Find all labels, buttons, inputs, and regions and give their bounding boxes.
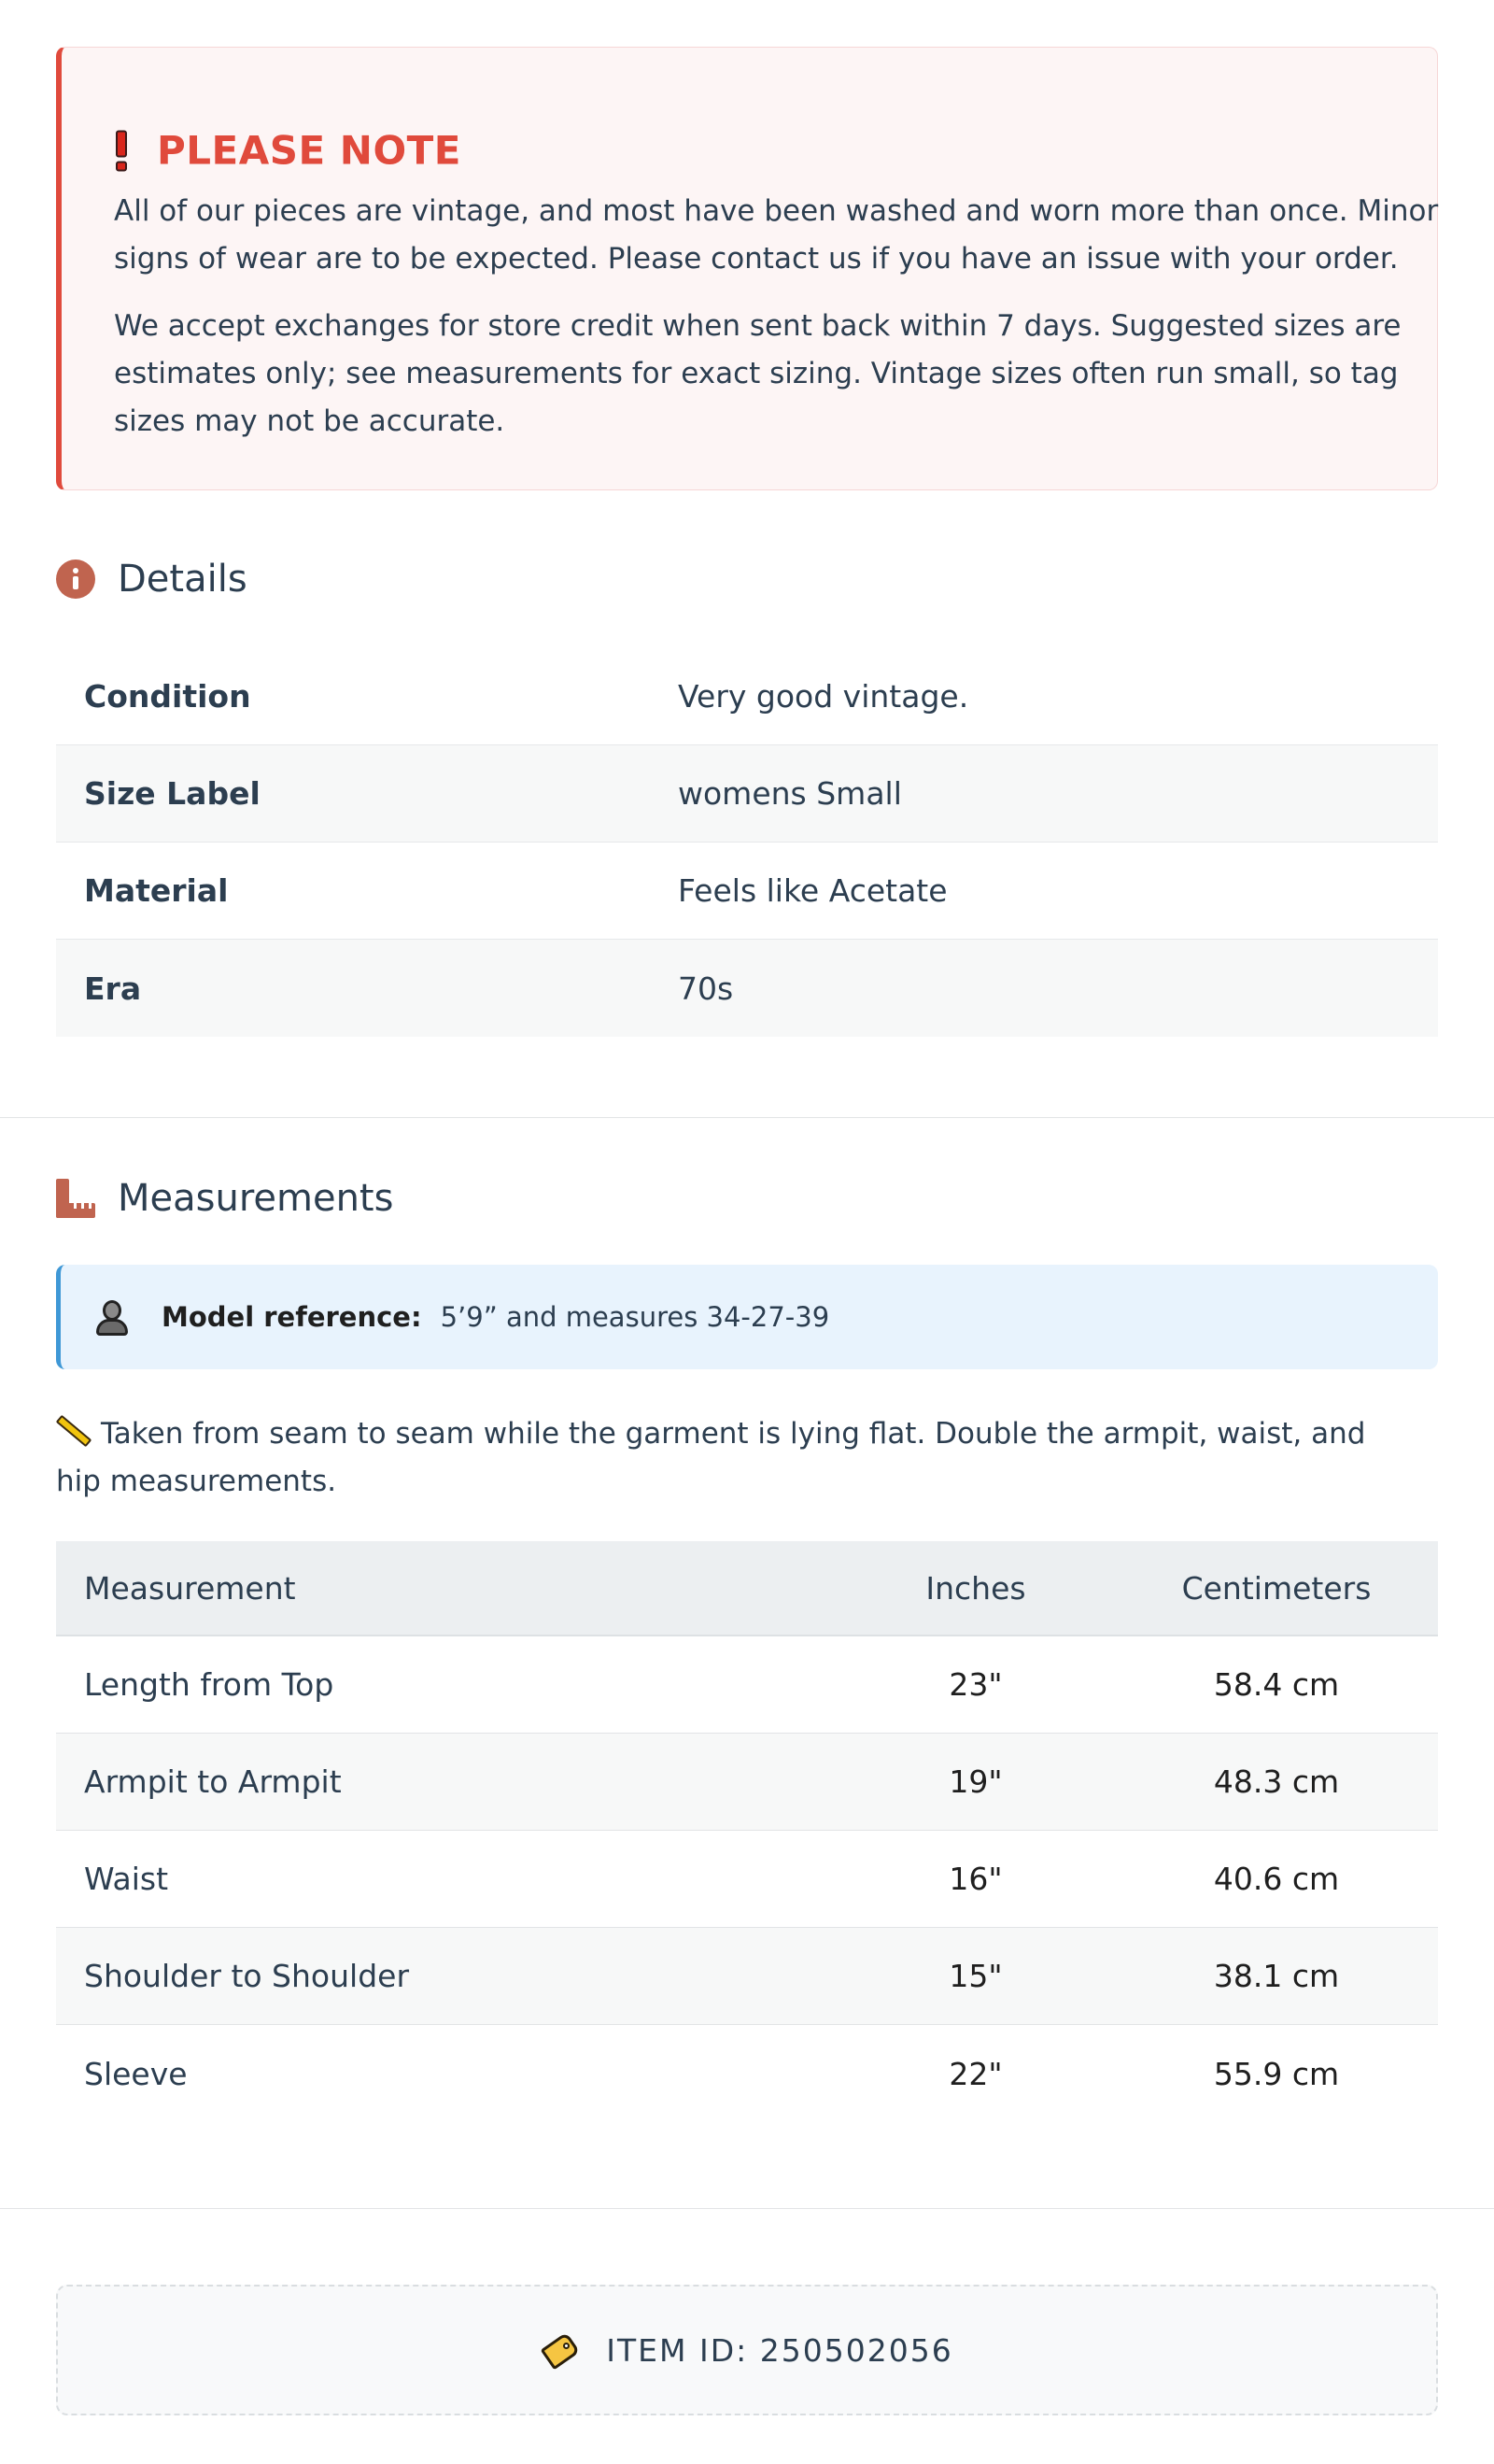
details-key: Condition <box>84 678 251 715</box>
model-reference-box <box>56 1265 1438 1369</box>
details-key: Era <box>84 970 142 1007</box>
info-icon <box>56 559 95 599</box>
details-value: 70s <box>678 970 734 1007</box>
measurement-inches: 23" <box>949 1666 1003 1703</box>
model-reference-label: Model reference: <box>162 1301 422 1333</box>
person-icon <box>96 1298 128 1336</box>
item-id-label: ITEM ID: 250502056 <box>606 2331 953 2369</box>
measurement-note <box>56 1410 1401 1506</box>
column-header-measurement: Measurement <box>84 1569 296 1607</box>
details-value: womens Small <box>678 775 902 812</box>
ruler-icon <box>56 1179 95 1218</box>
table-row <box>56 1928 1438 2025</box>
section-divider <box>0 1117 1494 1118</box>
details-row <box>56 843 1438 940</box>
measurement-name: Armpit to Armpit <box>84 1763 342 1800</box>
measurement-inches: 15" <box>949 1958 1003 1994</box>
measurement-name: Length from Top <box>84 1666 334 1703</box>
measurement-cm: 48.3 cm <box>1213 1763 1340 1800</box>
table-row <box>56 1636 1438 1734</box>
details-value: Very good vintage. <box>678 678 969 715</box>
details-row <box>56 648 1438 745</box>
table-row <box>56 2025 1438 2122</box>
table-row <box>56 1734 1438 1831</box>
table-row <box>56 1831 1438 1928</box>
details-title: Details <box>118 558 247 601</box>
details-value: Feels like Acetate <box>678 872 948 909</box>
measurement-name: Sleeve <box>84 2055 188 2092</box>
details-key: Material <box>84 872 229 909</box>
measurements-title: Measurements <box>118 1177 394 1220</box>
exclamation-icon <box>110 130 133 171</box>
column-header-inches: Inches <box>925 1569 1026 1607</box>
details-row <box>56 940 1438 1037</box>
notice-paragraph-1: All of our pieces are vintage, and most have been washed and worn more than once. Minor signs of wear are to be expected. Please contact us if you have an issue with your order. <box>114 194 1439 276</box>
item-id-box <box>56 2285 1438 2415</box>
measurement-cm: 55.9 cm <box>1213 2055 1340 2092</box>
measurement-cm: 40.6 cm <box>1213 1861 1340 1897</box>
notice-paragraph-2: We accept exchanges for store credit when sent back within 7 days. Suggested sizes are estimates only; see measurements for exact sizing. Vintage sizes often run small, so tag sizes may not be accurate. <box>114 309 1402 438</box>
tag-icon <box>541 2333 578 2367</box>
measurement-inches: 22" <box>949 2055 1003 2092</box>
details-key: Size Label <box>84 775 261 812</box>
measurement-name: Waist <box>84 1861 169 1897</box>
measurements-table <box>56 1541 1438 2122</box>
measurement-inches: 16" <box>949 1861 1003 1897</box>
notice-title: PLEASE NOTE <box>157 127 461 174</box>
measurement-cm: 58.4 cm <box>1213 1666 1340 1703</box>
please-note-box <box>56 47 1438 490</box>
column-header-centimeters: Centimeters <box>1181 1569 1372 1607</box>
measurement-name: Shoulder to Shoulder <box>84 1958 410 1994</box>
ruler-pencil-icon <box>56 1413 90 1447</box>
measurements-header <box>56 1177 393 1220</box>
notice-header <box>110 128 461 174</box>
measurement-inches: 19" <box>949 1763 1003 1800</box>
measurement-cm: 38.1 cm <box>1213 1958 1340 1994</box>
measurement-note-text: Taken from seam to seam while the garment is lying flat. Double the armpit, waist, and hip measurements. <box>56 1417 1366 1498</box>
details-row <box>56 745 1438 843</box>
details-table <box>56 648 1438 1037</box>
section-divider <box>0 2208 1494 2209</box>
model-reference-value: 5’9” and measures 34-27-39 <box>440 1301 830 1333</box>
details-header <box>56 558 247 601</box>
table-header-row <box>56 1541 1438 1636</box>
